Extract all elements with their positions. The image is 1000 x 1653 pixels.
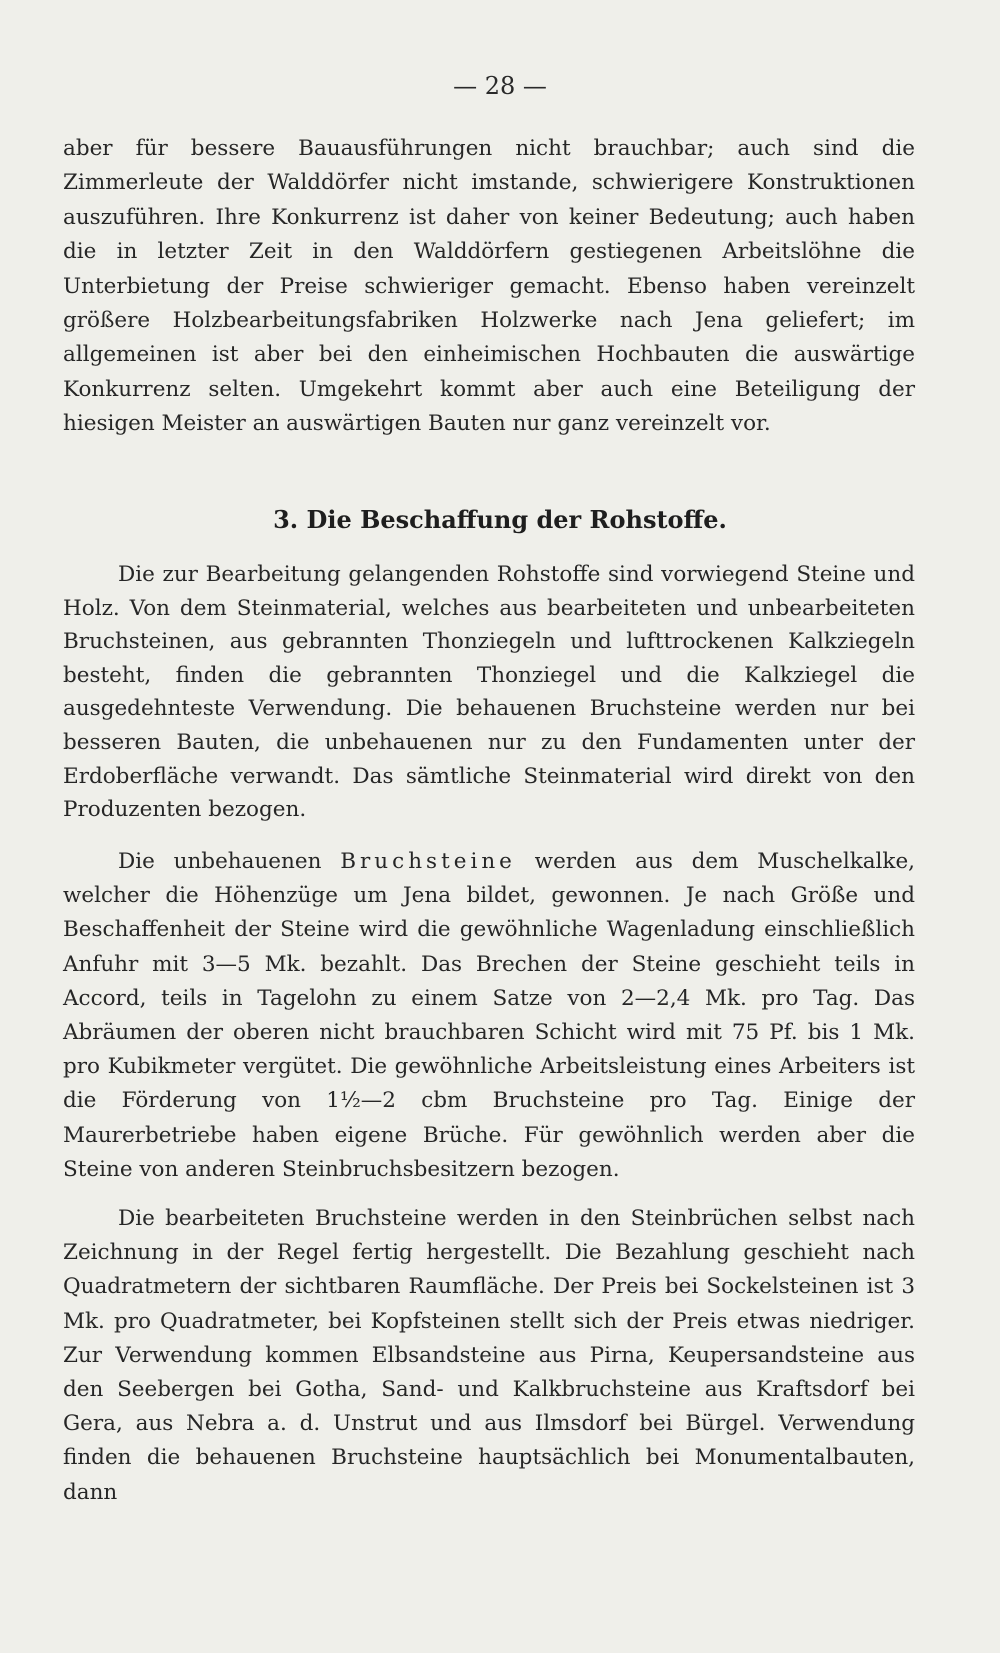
paragraph-2	[63, 558, 915, 827]
paragraph-1-text: aber für bessere Bauausführungen nicht brauchbar; auch sind die Zimmerleute der Walddörfer nicht imstande, schwierigere Konstruktionen auszuführen. Ihre Konkurrenz ist daher von keiner Bedeutung; auch haben die in letzter Zeit in den Walddörfern gestiegenen Arbeitslöhne die Unterbietung der Preise schwieriger gemacht. Ebenso haben vereinzelt größere Holzbearbeitungsfabriken Holzwerke nach Jena geliefert; im allgemeinen ist aber bei den einheimischen Hochbauten die auswärtige Konkurrenz selten. Umgekehrt kommt aber auch eine Beteiligung der hiesigen Meister an auswärtigen Bauten nur ganz vereinzelt vor.	[63, 136, 915, 437]
page-number: — 28 —	[453, 72, 547, 100]
paragraph-4-text: Die bearbeiteten Bruchsteine werden in den Steinbrüchen selbst nach Zeichnung in der Regel fertig hergestellt. Die Bezahlung geschieht nach Quadratmetern der sichtbaren Raumfläche. Der Preis bei Sockelsteinen ist 3 Mk. pro Quadratmeter, bei Kopfsteinen stellt sich der Preis etwas niedriger. Zur Verwendung kommen Elbsandsteine aus Pirna, Keupersandsteine aus den Seebergen bei Gotha, Sand- und Kalkbruchsteine aus Kraftsdorf bei Gera, aus Nebra a. d. Unstrut und aus Ilmsdorf bei Bürgel. Verwendung finden die behauenen Bruchsteine hauptsächlich bei Monumentalbauten, dann	[63, 1206, 915, 1505]
emphasized-word: Bruchsteine	[340, 849, 516, 874]
paragraph-3	[63, 845, 915, 1187]
paragraph-2-text: Die zur Bearbeitung gelangenden Rohstoffe sind vorwiegend Steine und Holz. Von dem Steinmaterial, welches aus bearbeiteten und unbearbeiteten Bruchsteinen, aus gebrannten Thonziegeln und lufttrockenen Kalkziegeln besteht, finden die gebrannten Thonziegel und die Kalkziegel die ausgedehnteste Verwendung. Die behauenen Bruchsteine werden nur bei besseren Bauten, die unbehauenen nur zu den Fundamenten unter der Erdoberfläche verwandt. Das sämtliche Steinmaterial wird direkt von den Produzenten bezogen.	[63, 562, 915, 823]
paragraph-3-rest: werden aus dem Muschelkalke, welcher die Höhenzüge um Jena bildet, gewonnen. Je nach Größe und Beschaffenheit der Steine wird die gewöhnliche Wagenladung einschließlich Anfuhr mit 3—5 Mk. bezahlt. Das Brechen der Steine geschieht teils in Accord, teils in Tagelohn zu einem Satze von 2—2,4 Mk. pro Tag. Das Abräumen der oberen nicht brauchbaren Schicht wird mit 75 Pf. bis 1 Mk. pro Kubikmeter vergütet. Die gewöhnliche Arbeitsleistung eines Arbeiters ist die Förderung von 1½—2 cbm Bruchsteine pro Tag. Einige der Maurerbetriebe haben eigene Brüche. Für gewöhnlich werden aber die Steine von anderen Steinbruchsbesitzern bezogen.	[63, 849, 915, 1182]
section-heading: 3. Die Beschaffung der Rohstoffe.	[273, 505, 727, 534]
paragraph-3-text	[63, 845, 915, 1187]
paragraph-4	[63, 1202, 915, 1510]
paragraph-1	[63, 132, 915, 442]
paragraph-3-start: Die unbehauenen	[118, 849, 341, 874]
